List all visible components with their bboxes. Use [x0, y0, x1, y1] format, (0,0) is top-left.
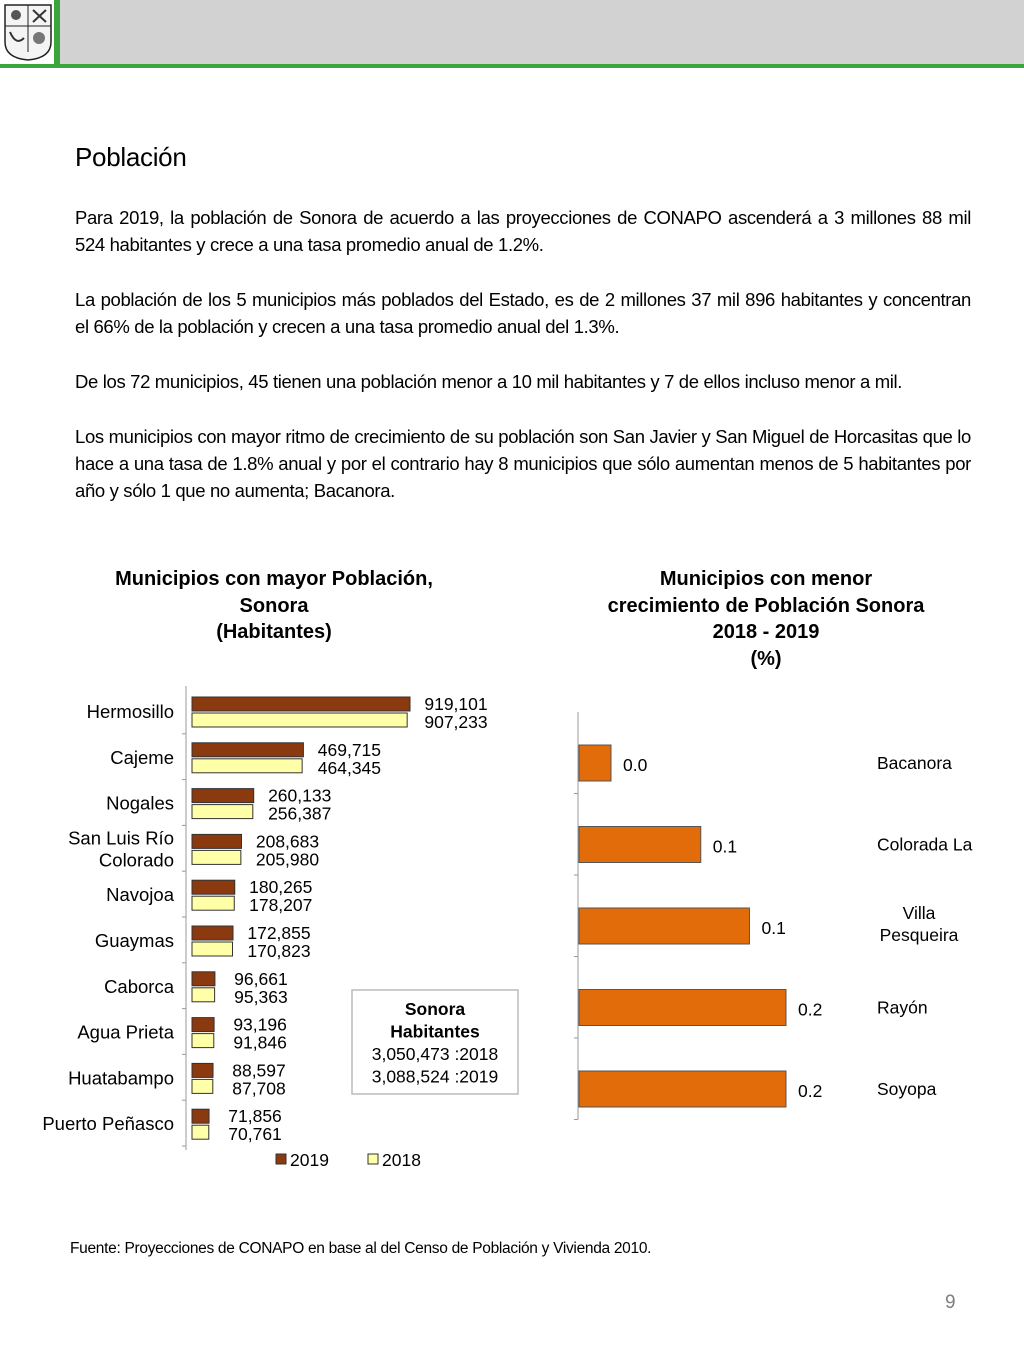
left-chart-title-line: Municipios con mayor Población, [115, 568, 433, 590]
category-label: Nogales [106, 792, 174, 814]
population-bar [192, 942, 233, 956]
category-label: Navojoa [106, 884, 174, 906]
municipio-label: Pesqueira [879, 925, 959, 945]
category-label: Colorado [98, 849, 174, 871]
category-label: Caborca [104, 975, 174, 997]
legend-label: 2018 [382, 1150, 421, 1170]
data-label: 170,823 [247, 941, 311, 961]
municipio-label: Colorada La [877, 834, 973, 855]
left-chart-title-line: Sonora [239, 594, 309, 617]
population-bar [192, 713, 407, 727]
left-chart-title-line: (Habitantes) [216, 621, 332, 643]
paragraph-3: De los 72 municipios, 45 tienen una población menor a 10 mil habitantes y 7 de ellos incluso menor a mil. [75, 371, 903, 392]
growth-value-label: 0.0 [623, 755, 648, 775]
footer-source-note: Fuente: Proyecciones de CONAPO en base al del Censo de Población y Vivienda 2010. [70, 1240, 652, 1257]
legend-swatch-2019 [276, 1154, 286, 1164]
growth-bar [579, 827, 701, 863]
right-chart-title-line: crecimiento de Población Sonora [607, 594, 925, 617]
category-label: Puerto Peñasco [42, 1113, 174, 1135]
population-bar [192, 1125, 209, 1139]
growth-bar [579, 908, 749, 944]
population-bar [192, 1034, 214, 1048]
population-bar [192, 926, 233, 940]
category-label: Huatabampo [68, 1067, 174, 1089]
data-label: 907,233 [424, 712, 488, 732]
growth-value-label: 0.2 [798, 999, 823, 1020]
population-bar [192, 805, 253, 819]
data-label: 205,980 [255, 849, 320, 870]
sonora-totals-text: 3,088,524 :2019 [371, 1066, 499, 1087]
sonora-totals-text: Habitantes [390, 1021, 480, 1042]
sonora-totals-text: 3,050,473 :2018 [371, 1044, 499, 1064]
right-chart-title-line: (%) [750, 647, 782, 670]
data-label: 96,661 [234, 968, 288, 989]
growth-bar [579, 1071, 786, 1107]
population-bar [192, 896, 234, 910]
data-label: 93,196 [233, 1014, 287, 1035]
population-bar [192, 834, 241, 848]
municipio-label: Soyopa [877, 1079, 937, 1099]
right-chart-title-line: Municipios con menor [659, 568, 873, 590]
municipio-label: Bacanora [877, 753, 952, 773]
population-bar [192, 972, 215, 986]
right-chart-title-line: 2018 - 2019 [712, 621, 820, 643]
data-label: 178,207 [249, 895, 313, 916]
paragraph-2: La población de los 5 municipios más poblados del Estado, es de 2 millones 37 mil 896 habitantes y concentran el 66% de la población y crecen a una tasa promedio anual del 1.3%. [75, 289, 971, 337]
growth-value-label: 0.1 [712, 836, 738, 857]
paragraph-4: Los municipios con mayor ritmo de crecimiento de su población son San Javier y San Miguel de Horcasitas que lo hace a una tasa de 1.8% anual y por el contrario hay 8 municipios que sólo aumentan menos de 5 habitantes por año y sólo 1 que no aumenta; Bacanora. [75, 426, 971, 501]
category-label: Cajeme [110, 746, 174, 768]
paragraph-1: Para 2019, la población de Sonora de acuerdo a las proyecciones de CONAPO ascenderá a 3 millones 88 mil 524 habitantes y crece a una tasa promedio anual de 1.2%. [75, 207, 971, 255]
data-label: 469,715 [317, 739, 382, 760]
population-bar [192, 789, 254, 803]
growth-value-label: 0.1 [761, 918, 786, 938]
population-bar [192, 850, 241, 864]
growth-bar [579, 745, 611, 781]
data-label: 70,761 [228, 1124, 282, 1145]
municipio-label: Villa [902, 903, 936, 923]
sonora-totals-text: Sonora [404, 999, 466, 1019]
data-label: 464,345 [317, 757, 382, 778]
data-label: 919,101 [424, 694, 488, 714]
data-label: 260,133 [268, 785, 332, 806]
population-bar [192, 1109, 209, 1123]
section-title: Población [75, 142, 187, 172]
data-label: 95,363 [234, 986, 288, 1007]
legend-swatch-2018 [368, 1154, 378, 1164]
data-label: 88,597 [232, 1060, 286, 1081]
data-label: 87,708 [232, 1078, 286, 1099]
municipio-label: Rayón [877, 997, 928, 1018]
data-label: 91,846 [233, 1032, 287, 1053]
data-label: 71,856 [228, 1106, 282, 1127]
population-bar [192, 1063, 213, 1077]
population-bar [192, 759, 302, 773]
growth-value-label: 0.2 [798, 1081, 823, 1101]
growth-bar [579, 990, 786, 1026]
data-label: 256,387 [268, 803, 332, 824]
category-label: San Luis Río [68, 827, 174, 849]
data-label: 172,855 [247, 923, 311, 943]
population-bar [192, 880, 235, 894]
category-label: Agua Prieta [77, 1021, 174, 1043]
page-number: 9 [945, 1292, 956, 1313]
population-bar [192, 988, 215, 1002]
data-label: 180,265 [249, 877, 313, 898]
population-bar [192, 697, 410, 711]
population-bar [192, 1079, 213, 1093]
population-bar [192, 1018, 214, 1032]
population-bar [192, 743, 303, 757]
category-label: Guaymas [94, 930, 174, 951]
legend-label: 2019 [290, 1150, 329, 1170]
category-label: Hermosillo [86, 701, 174, 722]
data-label: 208,683 [255, 831, 320, 852]
